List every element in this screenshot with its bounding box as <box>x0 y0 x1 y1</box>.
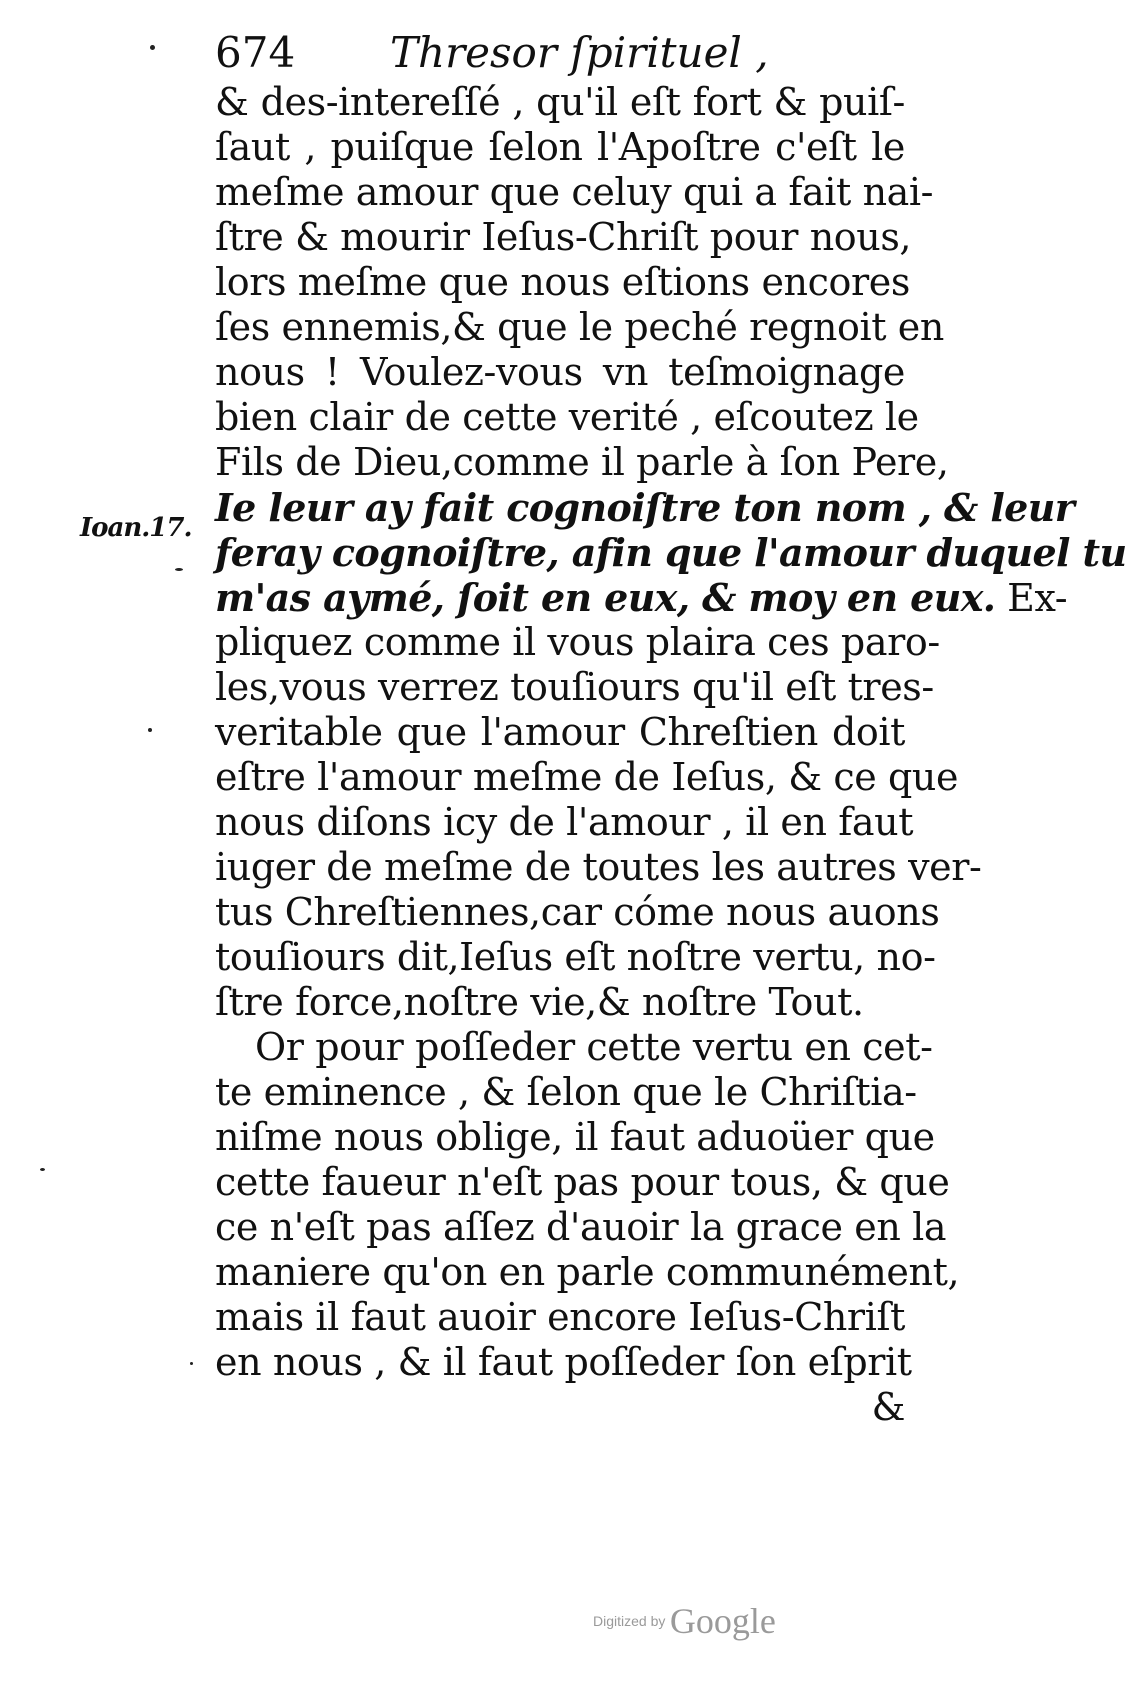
text-line: tus Chreſtiennes,car cóme nous auons <box>215 890 940 934</box>
ink-speck <box>148 728 152 732</box>
quotation-line-mixed <box>215 575 1068 623</box>
text-line: pliquez comme il vous plaira ces paro- <box>215 620 940 664</box>
text-line: bien clair de cette verité , eſcoutez le <box>215 395 919 439</box>
text-line: maniere qu'on en parle communément, <box>215 1250 960 1294</box>
text-line: cette faueur n'eſt pas pour tous, & que <box>215 1160 950 1204</box>
text-line: touſiours dit,Ieſus eſt noſtre vertu, no- <box>215 935 936 979</box>
quotation-line: feray cognoiſtre, afin que l'amour duquel tu <box>215 530 1127 575</box>
text-line: veritable que l'amour Chreſtien doit <box>215 710 905 754</box>
text-line: & des-intereſſé , qu'il eſt fort & puiſ- <box>215 80 905 124</box>
running-title: Thresor ſpirituel , <box>390 28 769 77</box>
text-line: nous diſons icy de l'amour , il en faut <box>215 800 914 844</box>
text-line: iuger de meſme de toutes les autres ver- <box>215 845 982 889</box>
text-line: eſtre l'amour meſme de Ieſus, & ce que <box>215 755 959 799</box>
quotation-end: m'as aymé, ſoit en eux, & moy en eux. <box>215 575 996 620</box>
text-line: ſtre & mourir Ieſus-Chriſt pour nous, <box>215 215 912 259</box>
google-logo: Google <box>669 1601 776 1641</box>
text-line: ſes ennemis,& que le peché regnoit en <box>215 305 944 349</box>
watermark-prefix: Digitized by <box>593 1613 666 1629</box>
text-line: mais il faut auoir encore Ieſus-Chriſt <box>215 1295 905 1339</box>
text-line: niſme nous oblige, il faut aduoüer que <box>215 1115 935 1159</box>
text-line: lors meſme que nous eſtions encores <box>215 260 910 304</box>
quotation-line: Ie leur ay fait cognoiſtre ton nom , & leur <box>215 485 1075 530</box>
ink-speck <box>40 1168 45 1171</box>
text-line: meſme amour que celuy qui a fait nai- <box>215 170 934 214</box>
ink-speck <box>150 45 155 50</box>
text-line: les,vous verrez touſiours qu'il eſt tres- <box>215 665 934 709</box>
ink-speck <box>190 1362 193 1365</box>
text-line: nous ! Voulez-vous vn teſmoignage <box>215 350 905 394</box>
margin-note: Ioan.17. <box>80 513 192 543</box>
text-line: Fils de Dieu,comme il parle à ſon Pere, <box>215 440 949 484</box>
page-header <box>215 28 865 78</box>
ink-speck <box>175 568 183 571</box>
text-line: te eminence , & ſelon que le Chriſtia- <box>215 1070 917 1114</box>
text-line: ſaut , puiſque ſelon l'Apoſtre c'eſt le <box>215 125 905 169</box>
paragraph-end-line: ſtre force,noſtre vie,& noſtre Tout. <box>215 980 864 1024</box>
line-continuation: Ex- <box>995 576 1068 620</box>
catchword: & <box>871 1385 905 1429</box>
text-line: ce n'eſt pas aſſez d'auoir la grace en la <box>215 1205 947 1249</box>
text-line: en nous , & il faut poſſeder ſon eſprit <box>215 1340 912 1384</box>
paragraph-start-line: Or pour poſſeder cette vertu en cet- <box>255 1025 933 1069</box>
page-number: 674 <box>215 28 296 77</box>
digitization-watermark <box>593 1600 776 1642</box>
